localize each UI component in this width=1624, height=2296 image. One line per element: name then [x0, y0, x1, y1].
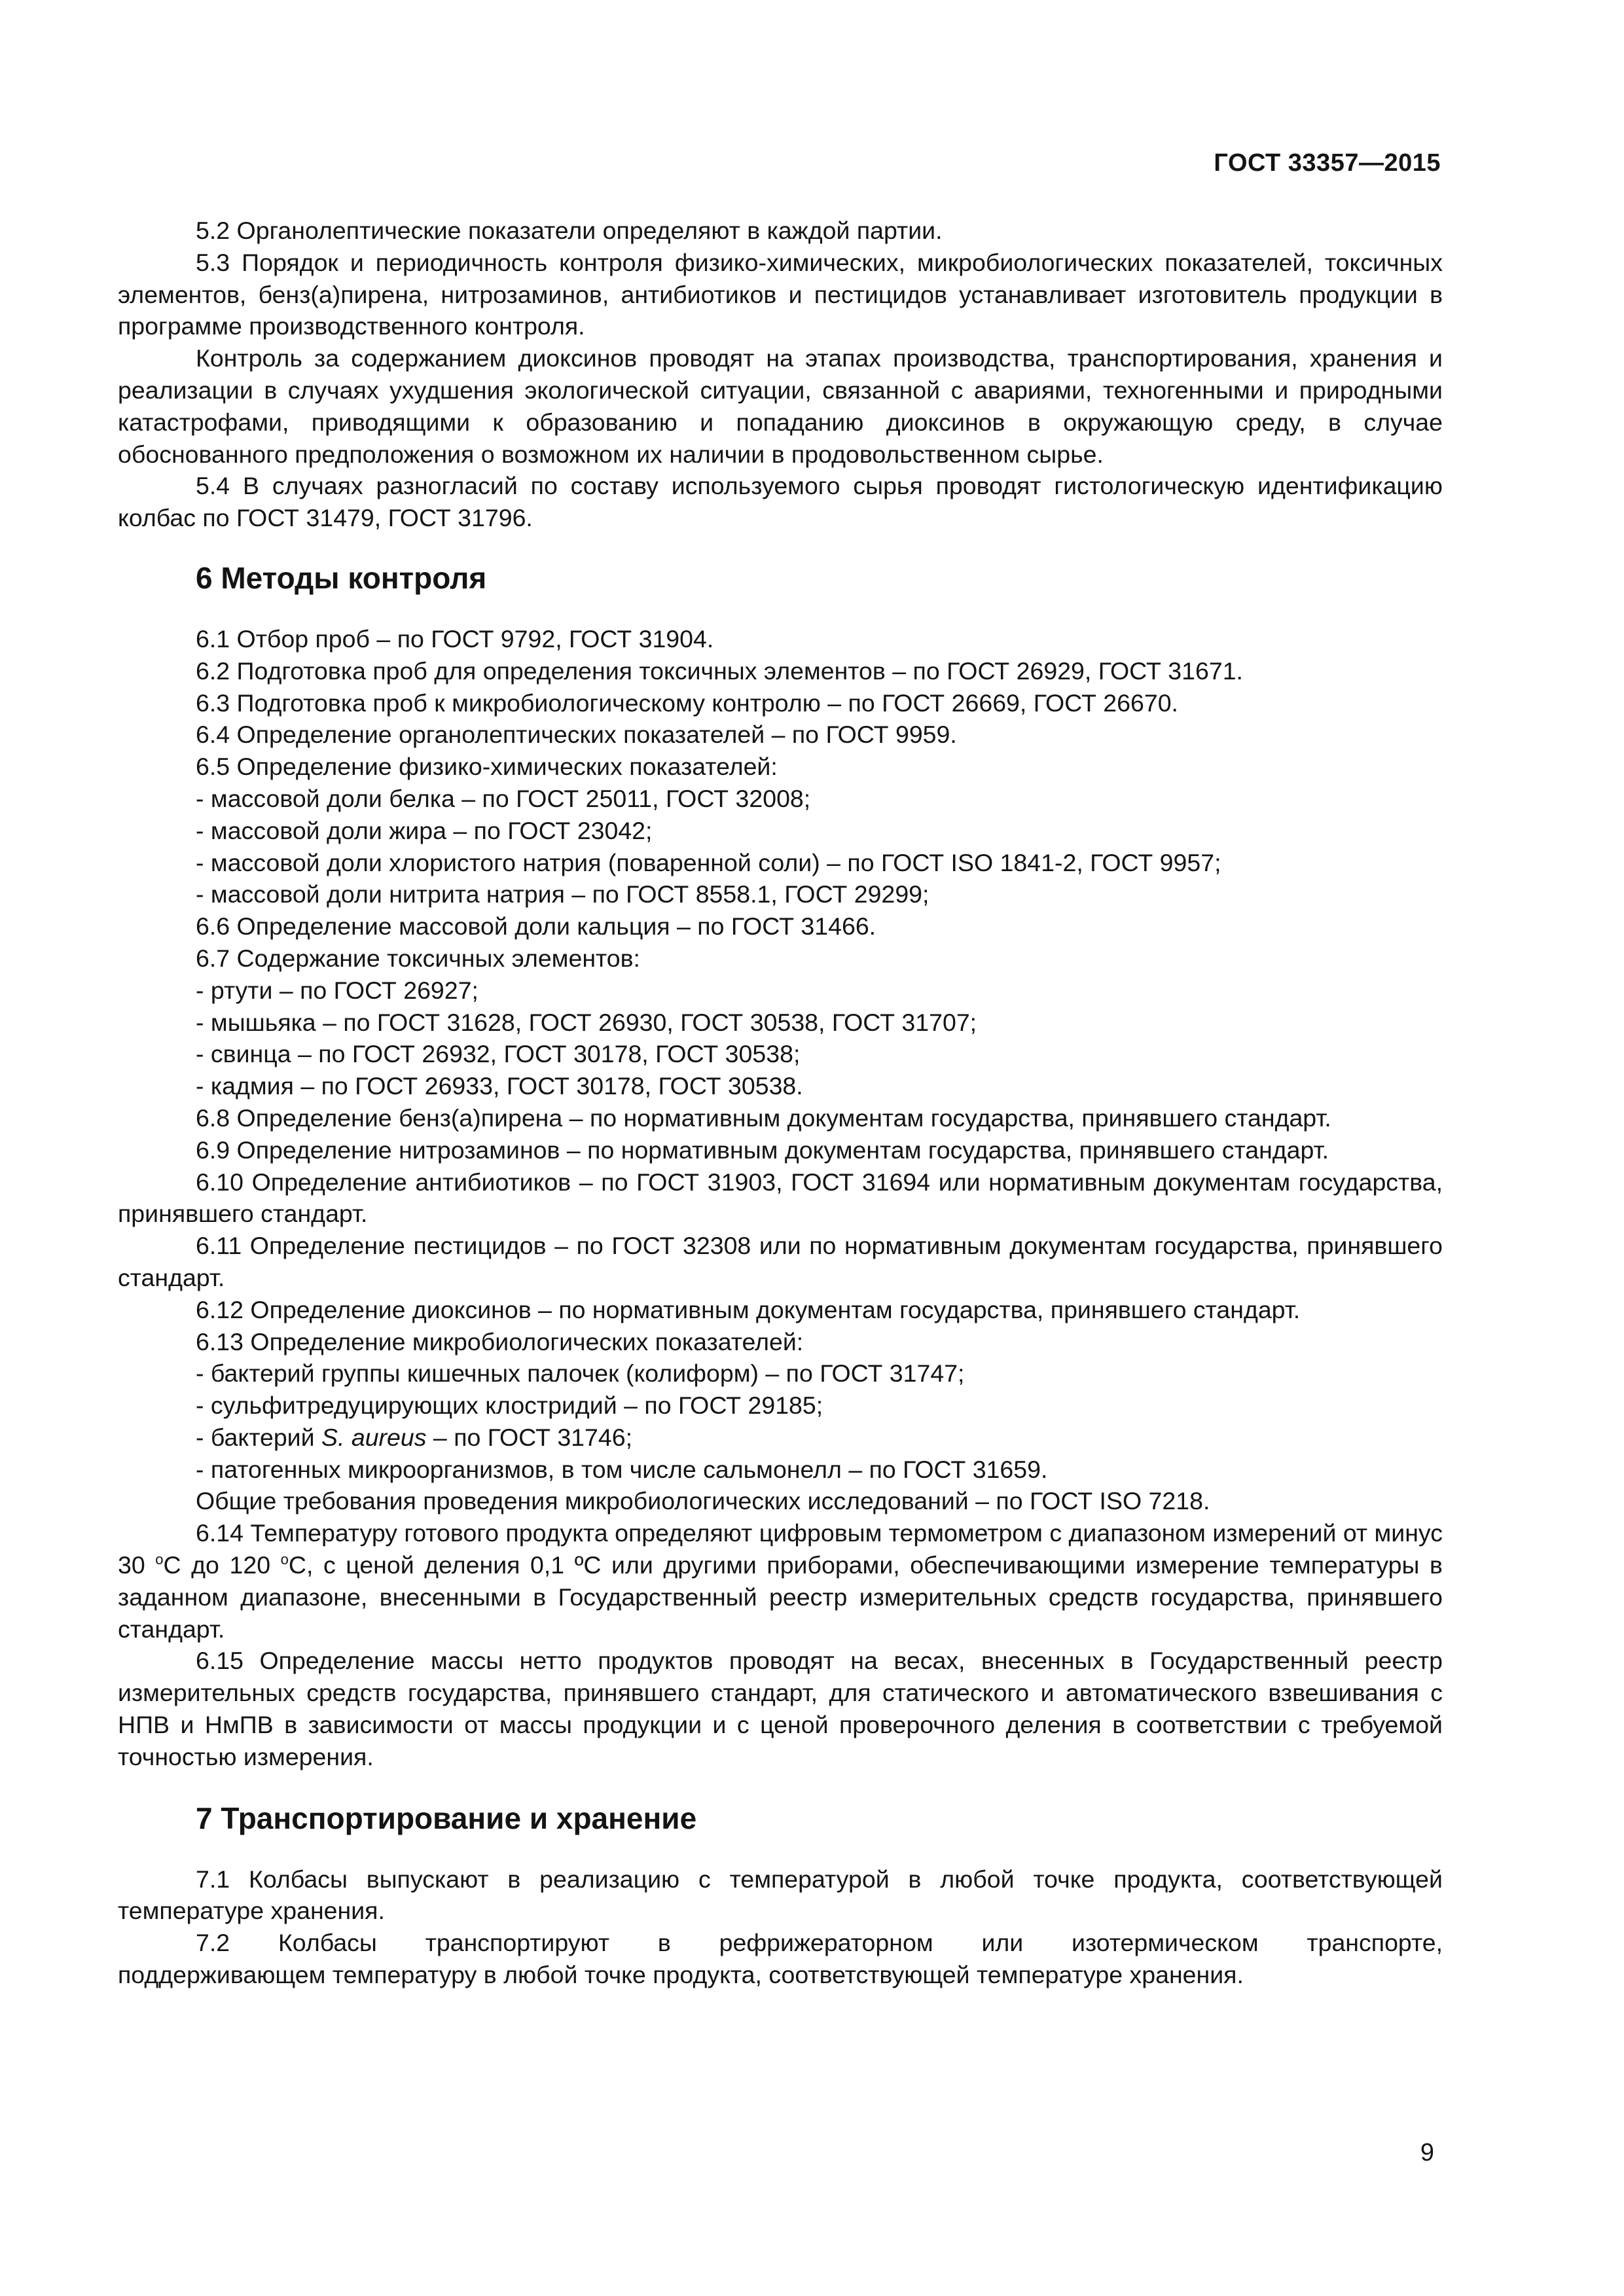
paragraph-5-4: 5.4 В случаях разногласий по составу используемого сырья проводят гистологическую идентификацию колбас по ГОСТ 31479, ГОСТ 31796. [118, 472, 1443, 532]
text-run: С, с ценой деления 0,1 ºС или другими приборами, обеспечивающими измерение температуры в заданном диапазоне, внесенными в Государственный реестр измерительных средств государства, принявшего стандарт. [118, 1551, 1443, 1643]
list-item-6-7: - ртути – по ГОСТ 26927; [196, 976, 478, 1004]
paragraph-5-3: 5.3 Порядок и периодичность контроля физико-химических, микробиологических показателей, токсичных элементов, бенз(а)пирена, нитрозаминов, антибиотиков и пестицидов устанавливает изготовитель продукции в программе производственного контроля. [118, 248, 1443, 340]
paragraph-6-13-general: Общие требования проведения микробиологических исследований – по ГОСТ ISO 7218. [196, 1487, 1210, 1515]
paragraph-6-10: 6.10 Определение антибиотиков – по ГОСТ 31903, ГОСТ 31694 или нормативным документам государства, принявшего стандарт. [118, 1168, 1443, 1228]
paragraph-6-7: 6.7 Содержание токсичных элементов: [196, 944, 640, 972]
list-item-6-7: - кадмия – по ГОСТ 26933, ГОСТ 30178, ГОСТ 30538. [196, 1072, 803, 1100]
text-run: 6.14 Температуру готового продукта определяют цифровым термометром с диапазоном измерений от минус 30 [118, 1519, 1443, 1579]
list-item-6-7: - свинца – по ГОСТ 26932, ГОСТ 30178, ГОСТ 30538; [196, 1040, 801, 1068]
text-run: С до 120 [163, 1551, 281, 1579]
paragraph-6-8: 6.8 Определение бенз(а)пирена – по нормативным документам государства, принявшего стандарт. [196, 1103, 1331, 1132]
list-item-6-5: - массовой доли хлористого натрия (поваренной соли) – по ГОСТ ISO 1841-2, ГОСТ 9957; [196, 848, 1221, 876]
list-item-6-5: - массовой доли жира – по ГОСТ 23042; [196, 816, 653, 844]
page-number: 9 [1420, 2139, 1434, 2166]
list-item-6-13: - бактерий группы кишечных палочек (колиформ) – по ГОСТ 31747; [196, 1359, 965, 1388]
document-header: ГОСТ 33357—2015 [1214, 149, 1441, 177]
list-item-6-5: - массовой доли нитрита натрия – по ГОСТ 8558.1, ГОСТ 29299; [196, 880, 929, 908]
list-item-6-5: - массовой доли белка – по ГОСТ 25011, ГОСТ 32008; [196, 784, 811, 812]
paragraph-6-6: 6.6 Определение массовой доли кальция – по ГОСТ 31466. [196, 912, 876, 941]
paragraph-6-2: 6.2 Подготовка проб для определения токсичных элементов – по ГОСТ 26929, ГОСТ 31671. [196, 656, 1243, 685]
paragraph-7-2-line-1: 7.2 Колбасы транспортируют в рефрижераторном или изотермическом транспорте, [196, 1929, 1443, 1957]
paragraph-5-3-dioxins: Контроль за содержанием диоксинов проводят на этапах производства, транспортирования, хранения и реализации в случаях ухудшения экологической ситуации, связанной с авариями, техногенными и природными катастрофами, приводящими к образованию и попаданию диоксинов в окружающую среду, в случае обоснованного предположения о возможном их наличии в продовольственном сырье. [118, 344, 1443, 468]
section-heading-7: 7 Транспортирование и хранение [196, 1801, 697, 1835]
section-heading-6: 6 Методы контроля [196, 560, 487, 595]
paragraph-6-14 [118, 1517, 1443, 1645]
paragraph-6-11: 6.11 Определение пестицидов – по ГОСТ 32308 или по нормативным документам государства, принявшего стандарт. [118, 1232, 1443, 1291]
paragraph-6-4: 6.4 Определение органолептических показателей – по ГОСТ 9959. [196, 721, 957, 749]
list-item-6-13 [118, 1422, 1443, 1454]
document-body [118, 215, 1443, 1991]
list-item-suffix: – по ГОСТ 31746; [426, 1423, 633, 1451]
paragraph-6-3: 6.3 Подготовка проб к микробиологическому контролю – по ГОСТ 26669, ГОСТ 26670. [196, 689, 1178, 717]
species-name: S. aureus [321, 1423, 427, 1451]
list-item-6-13: - патогенных микроорганизмов, в том числе сальмонелл – по ГОСТ 31659. [196, 1455, 1048, 1483]
paragraph-6-12: 6.12 Определение диоксинов – по нормативным документам государства, принявшего стандарт. [196, 1295, 1301, 1323]
list-item-6-7: - мышьяка – по ГОСТ 31628, ГОСТ 26930, ГОСТ 30538, ГОСТ 31707; [196, 1008, 977, 1036]
paragraph-7-1: 7.1 Колбасы выпускают в реализацию с температурой в любой точке продукта, соответствующей температуре хранения. [118, 1865, 1443, 1925]
paragraph-6-15: 6.15 Определение массы нетто продуктов проводят на весах, внесенных в Государственный реестр измерительных средств государства, принявшего стандарт, для статического и автоматического взвешивания с НПВ и НмПВ в зависимости от массы продукции и с ценой проверочного деления в соответствии с требуемой точностью измерения. [118, 1647, 1443, 1770]
paragraph-7-2-line-2: поддерживающем температуру в любой точке продукта, соответствующей температуре хранения. [118, 1961, 1244, 1989]
paragraph-5-2: 5.2 Органолептические показатели определяют в каждой партии. [196, 217, 943, 244]
paragraph-6-13: 6.13 Определение микробиологических показателей: [196, 1327, 804, 1355]
degree-sign: o [280, 1551, 289, 1568]
degree-sign: o [155, 1551, 164, 1568]
list-item-prefix: - бактерий [196, 1423, 321, 1451]
paragraph-6-9: 6.9 Определение нитрозаминов – по нормативным документам государства, принявшего стандарт. [196, 1136, 1329, 1164]
list-item-6-13: - сульфитредуцирующих клостридий – по ГОСТ 29185; [196, 1391, 823, 1420]
paragraph-6-1: 6.1 Отбор проб – по ГОСТ 9792, ГОСТ 31904. [196, 624, 714, 653]
paragraph-6-5: 6.5 Определение физико-химических показателей: [196, 753, 778, 781]
